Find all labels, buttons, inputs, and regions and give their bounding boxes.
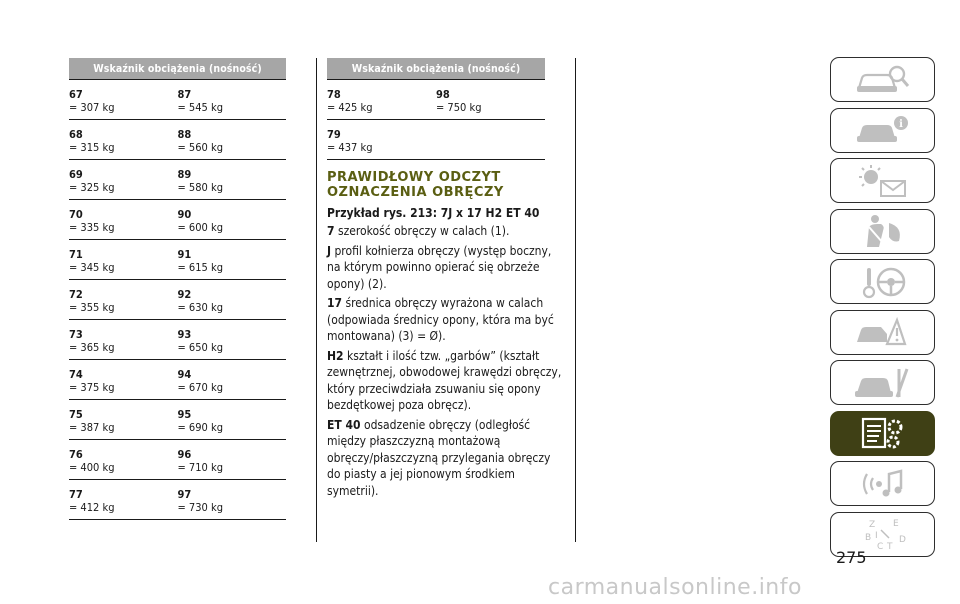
load-index-code: 98: [436, 88, 450, 101]
load-index-code: 87: [177, 88, 192, 101]
rim-marking-item: [327, 243, 567, 293]
table-cell: [178, 128, 287, 159]
load-index-code: 67: [69, 88, 83, 101]
table-row: [69, 400, 286, 440]
marking-description: średnica obręczy wyrażona w calach (odpowiada średnicy opony, która ma być montowana) (3) = Ø).: [327, 296, 554, 343]
load-index-code: 79: [327, 128, 341, 141]
table-row: [327, 120, 545, 160]
tab-safety[interactable]: [830, 209, 935, 254]
table-header: Wskaźnik obciążenia (nośność): [69, 58, 286, 80]
load-capacity-value: = 545 kg: [177, 101, 223, 114]
load-capacity-value: = 690 kg: [177, 421, 223, 434]
marking-key: J: [327, 243, 332, 258]
tab-car-info[interactable]: [830, 108, 935, 153]
table-cell: [69, 448, 178, 479]
column-divider: [316, 58, 317, 542]
svg-text:i: i: [898, 119, 903, 130]
load-capacity-value: = 412 kg: [69, 501, 115, 514]
load-index-code: 77: [69, 488, 83, 501]
table-cell: [178, 208, 287, 239]
table-cell: [69, 208, 178, 239]
load-index-code: 93: [177, 328, 192, 341]
index-letter: E: [892, 519, 899, 529]
table-cell: [69, 168, 178, 199]
table-row: [327, 80, 545, 120]
rim-marking-item: [327, 223, 567, 240]
section-heading: [327, 170, 567, 200]
load-capacity-value: = 710 kg: [177, 461, 223, 474]
load-index-code: 97: [177, 488, 192, 501]
table-cell: [69, 488, 178, 519]
warning-lights-mail-icon: [853, 163, 913, 199]
table-row: [69, 160, 286, 200]
load-index-code: 91: [177, 248, 192, 261]
table-cell: [178, 168, 287, 199]
rim-marking-item: [327, 417, 567, 500]
table-cell: [69, 88, 178, 119]
load-capacity-value: = 400 kg: [69, 461, 115, 474]
load-index-code: 72: [69, 288, 83, 301]
load-capacity-value: = 750 kg: [436, 101, 482, 114]
table-cell: [178, 88, 287, 119]
rim-marking-item: [327, 348, 567, 414]
load-capacity-value: = 307 kg: [69, 101, 115, 114]
load-index-code: 73: [69, 328, 83, 341]
tab-multimedia[interactable]: [830, 461, 935, 506]
index-letter: I: [874, 531, 878, 541]
table-cell: [69, 408, 178, 439]
table-header: Wskaźnik obciążenia (nośność): [327, 58, 545, 80]
load-index-code: 76: [69, 448, 83, 461]
load-index-code: 75: [69, 408, 83, 421]
table-cell: [178, 248, 287, 279]
load-index-code: 78: [327, 88, 341, 101]
table-cell: [178, 408, 287, 439]
page-number: 275: [836, 548, 867, 567]
section-heading-line2: OZNACZENIA OBRĘCZY: [327, 185, 504, 200]
tab-emergency[interactable]: [830, 310, 935, 355]
multimedia-music-icon: [853, 466, 913, 502]
section-heading-line1: PRAWIDŁOWY ODCZYT: [327, 170, 501, 185]
table-cell: [436, 88, 545, 119]
watermark: carmanualsonline.info: [548, 575, 802, 600]
rim-marking-section: [327, 170, 567, 499]
load-capacity-value: = 730 kg: [177, 501, 223, 514]
alphabetical-index-icon: [853, 516, 913, 552]
car-tools-icon: [853, 365, 913, 401]
key-steering-wheel-icon: [853, 264, 913, 300]
load-index-table-left: [69, 58, 286, 520]
load-index-code: 89: [177, 168, 192, 181]
load-capacity-value: = 387 kg: [69, 421, 115, 434]
marking-key: ET 40: [327, 417, 361, 432]
marking-key: 17: [327, 296, 343, 310]
table-row: [69, 120, 286, 160]
table-row: [69, 240, 286, 280]
rim-marking-item: [327, 295, 567, 345]
load-index-code: 90: [177, 208, 192, 221]
chapter-tabs: [830, 57, 935, 562]
table-cell: [178, 488, 287, 519]
car-search-icon: [853, 62, 913, 98]
index-letter: B: [864, 533, 871, 543]
load-capacity-value: = 315 kg: [69, 141, 115, 154]
table-cell: [327, 128, 436, 159]
load-capacity-value: = 560 kg: [177, 141, 223, 154]
load-index-code: 95: [177, 408, 192, 421]
load-index-table-right: [327, 58, 545, 160]
load-capacity-value: = 365 kg: [69, 341, 115, 354]
load-index-code: 68: [69, 128, 83, 141]
seatbelt-airbag-icon: [853, 213, 913, 249]
table-row: [69, 480, 286, 520]
marking-key: 7: [327, 224, 335, 238]
load-capacity-value: = 580 kg: [177, 181, 223, 194]
index-letter: Z: [868, 520, 875, 530]
table-cell: [178, 448, 287, 479]
table-cell: [69, 368, 178, 399]
load-index-code: 96: [177, 448, 192, 461]
load-index-code: 94: [177, 368, 192, 381]
load-capacity-value: = 375 kg: [69, 381, 115, 394]
car-crash-road-icon: [853, 314, 913, 350]
load-capacity-value: = 425 kg: [327, 101, 373, 114]
marking-key: H2: [327, 348, 344, 363]
tab-car-search[interactable]: [830, 57, 935, 102]
table-row: [69, 200, 286, 240]
load-capacity-value: = 335 kg: [69, 221, 115, 234]
load-capacity-value: = 355 kg: [69, 301, 115, 314]
table-cell: [69, 288, 178, 319]
table-cell: [69, 248, 178, 279]
load-index-code: 71: [69, 248, 83, 261]
table-row: [69, 320, 286, 360]
table-row: [69, 280, 286, 320]
marking-description: kształt i ilość tzw. „garbów” (kształt zewnętrznej, obwodowej krawędzi obręczy, który przeciwdziała zsuwaniu się opony bezdętkowej poza obręcz).: [327, 348, 562, 412]
tab-maintenance[interactable]: [830, 360, 935, 405]
table-cell: [436, 128, 545, 159]
table-cell: [178, 328, 287, 359]
marking-description: szerokość obręczy w calach (1).: [337, 224, 510, 238]
column-divider: [575, 58, 576, 542]
technical-data-gears-icon: [853, 415, 913, 451]
load-capacity-value: = 345 kg: [69, 261, 115, 274]
load-index-code: 69: [69, 168, 83, 181]
table-cell: [69, 128, 178, 159]
example-line: Przykład rys. 213: 7J x 17 H2 ET 40: [327, 206, 540, 220]
tab-warning-lights[interactable]: [830, 158, 935, 203]
index-letter: D: [898, 535, 906, 545]
table-row: [69, 80, 286, 120]
load-capacity-value: = 325 kg: [69, 181, 115, 194]
load-capacity-value: = 615 kg: [177, 261, 223, 274]
load-index-code: 88: [177, 128, 192, 141]
marking-description: profil kołnierza obręczy (występ boczny, na którym powinno opierać się obrzeże opony) (2).: [327, 243, 552, 291]
tab-technical-data[interactable]: [830, 411, 935, 456]
index-letter: T: [886, 542, 892, 552]
table-row: [69, 360, 286, 400]
table-row: [69, 440, 286, 480]
load-capacity-value: = 650 kg: [177, 341, 223, 354]
load-capacity-value: = 630 kg: [177, 301, 223, 314]
load-capacity-value: = 600 kg: [177, 221, 223, 234]
load-capacity-value: = 437 kg: [327, 141, 373, 154]
table-cell: [178, 368, 287, 399]
marking-description: odsadzenie obręczy (odległość między płaszczyzną montażową obręczy/płaszczyzną przylegania obręczy do piasty a jej pionowym środkiem symetrii).: [327, 417, 551, 498]
load-index-code: 74: [69, 368, 83, 381]
load-index-code: 70: [69, 208, 83, 221]
car-info-icon: [853, 112, 913, 148]
table-cell: [178, 288, 287, 319]
tab-start-driving[interactable]: [830, 259, 935, 304]
table-cell: [69, 328, 178, 359]
index-letter: C: [876, 542, 883, 552]
load-capacity-value: = 670 kg: [177, 381, 223, 394]
table-cell: [327, 88, 436, 119]
load-index-code: 92: [177, 288, 192, 301]
